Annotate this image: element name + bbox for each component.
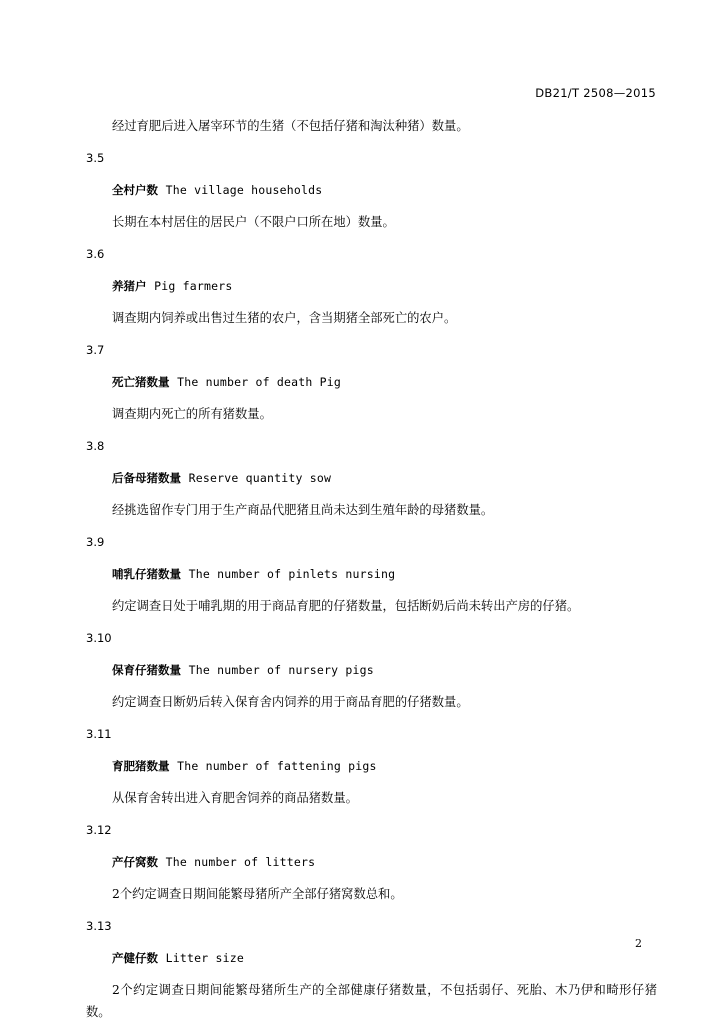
term-heading	[86, 659, 657, 681]
term-definition: 约定调查日断奶后转入保育舍内饲养的用于商品育肥的仔猪数量。	[112, 695, 469, 709]
entry-3-13	[86, 915, 657, 1023]
term-definition: 经挑选留作专门用于生产商品代肥猪且尚未达到生殖年龄的母猪数量。	[112, 503, 494, 517]
term-english: The number of nursery pigs	[188, 663, 374, 677]
term-heading	[86, 851, 657, 873]
term-definition: 调查期内死亡的所有猪数量。	[112, 407, 272, 421]
term-definition: 长期在本村居住的居民户（不限户口所在地）数量。	[112, 215, 395, 229]
term-english: The number of death Pig	[177, 375, 341, 389]
term-chinese: 保育仔猪数量	[112, 663, 181, 677]
term-chinese: 养猪户	[112, 279, 147, 293]
entry-3-11	[86, 723, 657, 809]
term-english: The village households	[165, 183, 323, 197]
term-definition: 约定调查日处于哺乳期的用于商品育肥的仔猪数量，包括断奶后尚未转出产房的仔猪。	[112, 599, 580, 613]
term-english: Reserve quantity sow	[188, 471, 332, 485]
term-chinese: 死亡猪数量	[112, 375, 170, 389]
clause-number: 3.9	[86, 535, 105, 549]
clause-number: 3.13	[86, 919, 112, 933]
entry-3-10	[86, 627, 657, 713]
term-heading	[86, 563, 657, 585]
term-definition: 2个约定调查日期间能繁母猪所产全部仔猪窝数总和。	[112, 887, 403, 901]
term-definition: 2个约定调查日期间能繁母猪所生产的全部健康仔猪数量，不包括弱仔、死胎、木乃伊和畸形仔猪数。	[86, 983, 657, 1019]
entry-3-12	[86, 819, 657, 905]
term-heading	[86, 755, 657, 777]
term-heading	[86, 371, 657, 393]
term-heading	[86, 275, 657, 297]
clause-number: 3.10	[86, 631, 112, 645]
clause-number: 3.12	[86, 823, 112, 837]
entry-3-5	[86, 147, 657, 233]
term-heading	[86, 467, 657, 489]
clause-number: 3.6	[86, 247, 105, 261]
entry-3-8	[86, 435, 657, 521]
term-chinese: 产健仔数	[112, 951, 158, 965]
standard-code: DB21/T 2508—2015	[535, 86, 656, 100]
entry-3-7	[86, 339, 657, 425]
term-heading	[86, 179, 657, 201]
term-english: The number of pinlets nursing	[188, 567, 396, 581]
term-english: The number of litters	[165, 855, 316, 869]
term-chinese: 育肥猪数量	[112, 759, 170, 773]
clause-number: 3.7	[86, 343, 105, 357]
term-english: Litter size	[165, 951, 245, 965]
term-english: Pig farmers	[154, 279, 233, 293]
clause-number: 3.8	[86, 439, 105, 453]
term-chinese: 全村户数	[112, 183, 158, 197]
term-chinese: 产仔窝数	[112, 855, 158, 869]
clause-number: 3.5	[86, 151, 105, 165]
term-chinese: 后备母猪数量	[112, 471, 181, 485]
entry-3-9	[86, 531, 657, 617]
term-definition: 从保育舍转出进入育肥舍饲养的商品猪数量。	[112, 791, 358, 805]
term-english: The number of fattening pigs	[177, 759, 377, 773]
term-definition: 调查期内饲养或出售过生猪的农户，含当期猪全部死亡的农户。	[112, 311, 457, 325]
entry-3-6	[86, 243, 657, 329]
clause-number: 3.11	[86, 727, 112, 741]
term-heading	[86, 947, 657, 969]
term-chinese: 哺乳仔猪数量	[112, 567, 181, 581]
document-body	[86, 115, 657, 1033]
intro-definition: 经过育肥后进入屠宰环节的生猪（不包括仔猪和淘汰种猪）数量。	[112, 119, 469, 133]
page-number: 2	[635, 937, 642, 950]
